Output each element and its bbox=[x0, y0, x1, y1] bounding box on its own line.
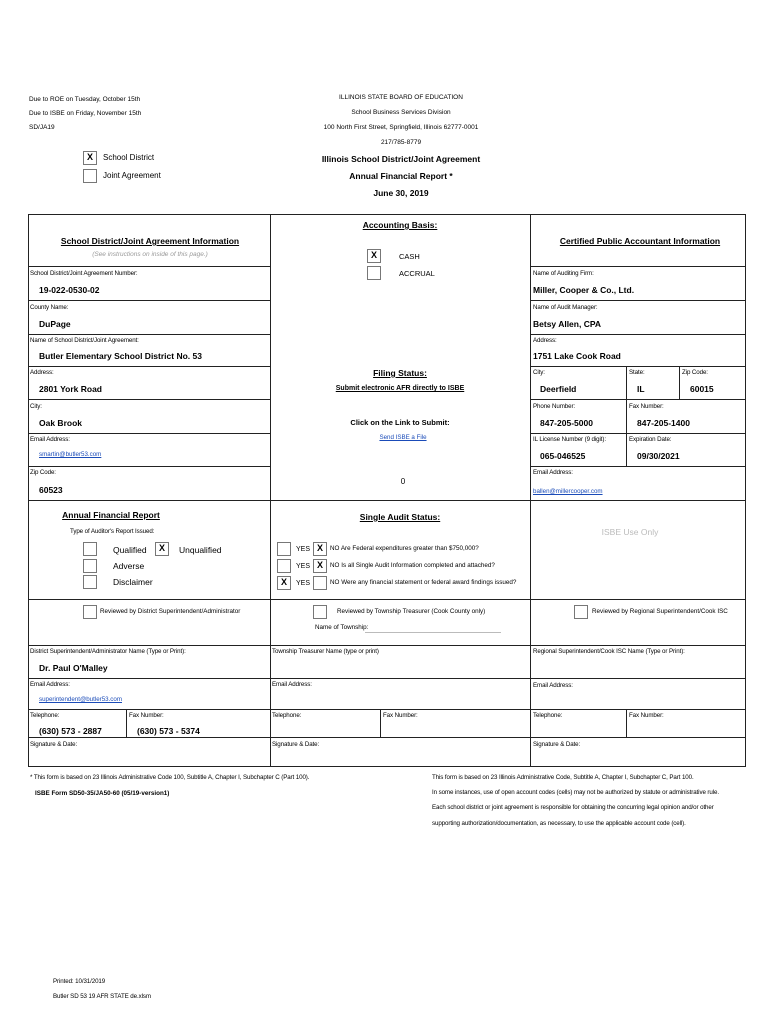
frame-right bbox=[745, 214, 746, 767]
cash-label: CASH bbox=[399, 252, 420, 261]
row-line bbox=[530, 466, 746, 467]
q1-yes-label: YES bbox=[296, 546, 311, 553]
row-line bbox=[28, 399, 271, 400]
board-name: ILLINOIS STATE BOARD OF EDUCATION bbox=[339, 94, 463, 101]
qualified-checkbox[interactable] bbox=[83, 542, 97, 556]
county-name[interactable]: DuPage bbox=[39, 319, 71, 329]
cpa-fax-label: Fax Number: bbox=[629, 403, 664, 410]
row-line bbox=[28, 500, 746, 501]
firm-name[interactable]: Miller, Cooper & Co., Ltd. bbox=[533, 285, 635, 295]
row-line bbox=[28, 266, 271, 267]
row-line bbox=[530, 433, 746, 434]
row-line bbox=[530, 300, 746, 301]
district-review-checkbox[interactable] bbox=[83, 605, 97, 619]
regional-name-label: Regional Superintendent/Cook ISC Name (Type or Print): bbox=[533, 648, 685, 655]
county-label: County Name: bbox=[30, 304, 69, 311]
row-line bbox=[530, 399, 746, 400]
supt-name-label: District Superintendent/Administrator Name (Type or Print): bbox=[30, 648, 186, 655]
footer-right-4: supporting authorization/documentation, as necessary, to use the applicable account code (cell). bbox=[432, 820, 686, 827]
district-city[interactable]: Oak Brook bbox=[39, 418, 82, 428]
district-zip[interactable]: 60523 bbox=[39, 485, 63, 495]
manager-label: Name of Audit Manager: bbox=[533, 304, 598, 311]
printed-date: Printed: 10/31/2019 bbox=[53, 978, 106, 985]
district-number-label: School District/Joint Agreement Number: bbox=[30, 270, 138, 277]
cpa-address[interactable]: 1751 Lake Cook Road bbox=[533, 351, 621, 361]
district-email-link[interactable]: smartin@butler53.com bbox=[39, 451, 102, 458]
district-address[interactable]: 2801 York Road bbox=[39, 384, 102, 394]
district-review-label: Reviewed by District Superintendent/Administrator bbox=[100, 608, 241, 615]
cpa-city-label: City: bbox=[533, 369, 545, 376]
treasurer-fax-label: Fax Number: bbox=[383, 712, 418, 719]
district-zip-label: Zip Code: bbox=[30, 469, 56, 476]
footer-note: * This form is based on 23 Illinois Administrative Code 100, Subtitle A, Chapter I, Subchapter C (Part 100). bbox=[30, 774, 310, 781]
qualified-label: Qualified bbox=[113, 545, 147, 555]
supt-fax[interactable]: (630) 573 - 5374 bbox=[137, 726, 200, 736]
supt-tel-label: Telephone: bbox=[30, 712, 60, 719]
filing-status-heading: Filing Status: bbox=[373, 368, 427, 378]
treasurer-email-label: Email Address: bbox=[272, 681, 312, 688]
township-review-checkbox[interactable] bbox=[313, 605, 327, 619]
supt-name[interactable]: Dr. Paul O'Malley bbox=[39, 663, 108, 673]
col-line bbox=[626, 366, 627, 466]
district-name-label: Name of School District/Joint Agreement: bbox=[30, 337, 139, 344]
footer-right-2: In some instances, use of open account codes (cells) may not be authorized by statute or administrative rule. bbox=[432, 789, 719, 796]
single-audit-heading: Single Audit Status: bbox=[359, 512, 441, 522]
district-number[interactable]: 19-022-0530-02 bbox=[39, 285, 100, 295]
footer-right-3: Each school district or joint agreement is responsible for obtaining the concurring legal opinion and/or other bbox=[432, 804, 714, 811]
supt-fax-label: Fax Number: bbox=[129, 712, 164, 719]
adverse-label: Adverse bbox=[113, 561, 145, 571]
school-district-mark: X bbox=[87, 152, 94, 162]
accrual-label: ACCRUAL bbox=[399, 269, 435, 278]
supt-signature-label: Signature & Date: bbox=[30, 741, 78, 748]
audit-manager[interactable]: Betsy Allen, CPA bbox=[533, 319, 602, 329]
district-info-note: (See instructions on inside of this page.) bbox=[92, 251, 208, 258]
supt-email-label: Email Address: bbox=[30, 681, 70, 688]
col-div-2 bbox=[530, 214, 531, 767]
regional-review-checkbox[interactable] bbox=[574, 605, 588, 619]
regional-review-label: Reviewed by Regional Superintendent/Cook ISC bbox=[592, 608, 728, 615]
row-line bbox=[28, 678, 746, 679]
cpa-state-label: State: bbox=[629, 369, 645, 376]
isbe-use-only: ISBE Use Only bbox=[601, 527, 659, 537]
cpa-zip-label: Zip Code: bbox=[682, 369, 708, 376]
row-line bbox=[28, 433, 271, 434]
row-line bbox=[28, 709, 746, 710]
q1-text: NO Are Federal expenditures greater than $750,000? bbox=[330, 545, 479, 552]
treasurer-signature-label: Signature & Date: bbox=[272, 741, 320, 748]
q3-text: NO Were any financial statement or federal award findings issued? bbox=[330, 579, 517, 586]
district-email-label: Email Address: bbox=[30, 436, 70, 443]
cpa-phone[interactable]: 847-205-5000 bbox=[540, 418, 593, 428]
license-label: IL License Number (9 digit): bbox=[533, 436, 606, 443]
township-name-line bbox=[365, 632, 501, 633]
joint-agreement-label: Joint Agreement bbox=[103, 171, 161, 180]
disclaimer-label: Disclaimer bbox=[113, 577, 153, 587]
division-name: School Business Services Division bbox=[351, 109, 451, 116]
row-line bbox=[530, 366, 746, 367]
filing-instruction: Submit electronic AFR directly to ISBE bbox=[335, 385, 465, 392]
regional-email-label: Email Address: bbox=[533, 682, 573, 689]
send-isbe-file-link[interactable]: Send ISBE a File bbox=[379, 434, 427, 441]
col-line bbox=[626, 709, 627, 737]
township-name-label: Name of Township: bbox=[315, 624, 369, 631]
cpa-state[interactable]: IL bbox=[637, 384, 645, 394]
firm-label: Name of Auditing Firm: bbox=[533, 270, 594, 277]
district-name[interactable]: Butler Elementary School District No. 53 bbox=[39, 351, 202, 361]
row-line bbox=[28, 737, 746, 738]
disclaimer-checkbox[interactable] bbox=[83, 575, 97, 589]
regional-tel-label: Telephone: bbox=[533, 712, 563, 719]
board-phone: 217/785-8779 bbox=[380, 139, 422, 146]
q2-no-mark: X bbox=[317, 560, 324, 570]
district-address-label: Address: bbox=[30, 369, 54, 376]
form-code: SD/JA19 bbox=[29, 124, 55, 131]
form-number: ISBE Form SD50-35/JA50-60 (05/19-version1) bbox=[35, 790, 170, 797]
supt-tel[interactable]: (630) 573 - 2887 bbox=[39, 726, 102, 736]
board-address: 100 North First Street, Springfield, Illinois 62777-0001 bbox=[323, 124, 479, 131]
adverse-checkbox[interactable] bbox=[83, 559, 97, 573]
q2-text: NO Is all Single Audit Information completed and attached? bbox=[330, 562, 495, 569]
q1-no-mark: X bbox=[317, 543, 324, 553]
q3-yes-mark: X bbox=[281, 577, 288, 587]
col-line bbox=[679, 366, 680, 399]
frame-top bbox=[28, 214, 746, 215]
cpa-city[interactable]: Deerfield bbox=[540, 384, 577, 394]
footer-right-1: This form is based on 23 Illinois Administrative Code, Subtitle A, Chapter I, Subchapter C, Part 100. bbox=[432, 774, 694, 781]
filing-value: 0 bbox=[400, 477, 406, 486]
district-city-label: City: bbox=[30, 403, 42, 410]
cpa-phone-label: Phone Number: bbox=[533, 403, 576, 410]
expiration-date[interactable]: 09/30/2021 bbox=[637, 451, 680, 461]
cpa-zip[interactable]: 60015 bbox=[690, 384, 714, 394]
supt-email-link[interactable]: superintendent@butler53.com bbox=[39, 696, 122, 703]
joint-agreement-checkbox[interactable] bbox=[83, 169, 97, 183]
cpa-address-label: Address: bbox=[533, 337, 557, 344]
report-title: Annual Financial Report * bbox=[349, 171, 453, 181]
col-div-1 bbox=[270, 214, 271, 767]
expiration-label: Expiration Date: bbox=[629, 436, 672, 443]
accounting-basis-heading: Accounting Basis: bbox=[362, 220, 438, 230]
file-name: Butler SD 53 19 AFR STATE de.xlsm bbox=[53, 993, 151, 1000]
row-line bbox=[530, 266, 746, 267]
regional-signature-label: Signature & Date: bbox=[533, 741, 581, 748]
row-line bbox=[530, 334, 746, 335]
q3-no-checkbox[interactable] bbox=[313, 576, 327, 590]
form-title: Illinois School District/Joint Agreement bbox=[321, 154, 481, 164]
treasurer-name-label: Township Treasurer Name (type or print) bbox=[272, 648, 379, 655]
row-line bbox=[28, 599, 746, 600]
cpa-heading: Certified Public Accountant Information bbox=[559, 236, 721, 246]
q3-yes-label: YES bbox=[296, 580, 311, 587]
auditor-report-type-label: Type of Auditor's Report Issued: bbox=[70, 528, 155, 535]
due-roe: Due to ROE on Tuesday, October 15th bbox=[29, 96, 141, 103]
accrual-checkbox[interactable] bbox=[367, 266, 381, 280]
township-review-label: Reviewed by Township Treasurer (Cook County only) bbox=[337, 608, 486, 615]
row-line bbox=[28, 466, 271, 467]
q1-yes-checkbox[interactable] bbox=[277, 542, 291, 556]
cpa-fax[interactable]: 847-205-1400 bbox=[637, 418, 690, 428]
col-line bbox=[126, 709, 127, 737]
q2-yes-label: YES bbox=[296, 563, 311, 570]
school-district-label: School District bbox=[103, 153, 155, 162]
cpa-email-link[interactable]: ballen@millercooper.com bbox=[533, 488, 603, 495]
district-info-heading: School District/Joint Agreement Information bbox=[60, 236, 240, 246]
row-line bbox=[28, 300, 271, 301]
report-date: June 30, 2019 bbox=[373, 188, 429, 198]
unqualified-mark: X bbox=[159, 543, 166, 553]
annual-report-heading: Annual Financial Report bbox=[62, 510, 160, 520]
col-line bbox=[380, 709, 381, 737]
due-isbe: Due to ISBE on Friday, November 15th bbox=[29, 110, 142, 117]
license-number[interactable]: 065-046525 bbox=[540, 451, 586, 461]
row-line bbox=[28, 645, 746, 646]
cpa-email-label: Email Address: bbox=[533, 469, 573, 476]
row-line bbox=[28, 366, 271, 367]
q2-yes-checkbox[interactable] bbox=[277, 559, 291, 573]
row-line bbox=[28, 334, 271, 335]
regional-fax-label: Fax Number: bbox=[629, 712, 664, 719]
click-to-submit: Click on the Link to Submit: bbox=[350, 418, 450, 427]
unqualified-label: Unqualified bbox=[179, 545, 222, 555]
frame-left bbox=[28, 214, 29, 767]
treasurer-tel-label: Telephone: bbox=[272, 712, 302, 719]
cash-mark: X bbox=[371, 250, 378, 260]
frame-bottom bbox=[28, 766, 746, 767]
